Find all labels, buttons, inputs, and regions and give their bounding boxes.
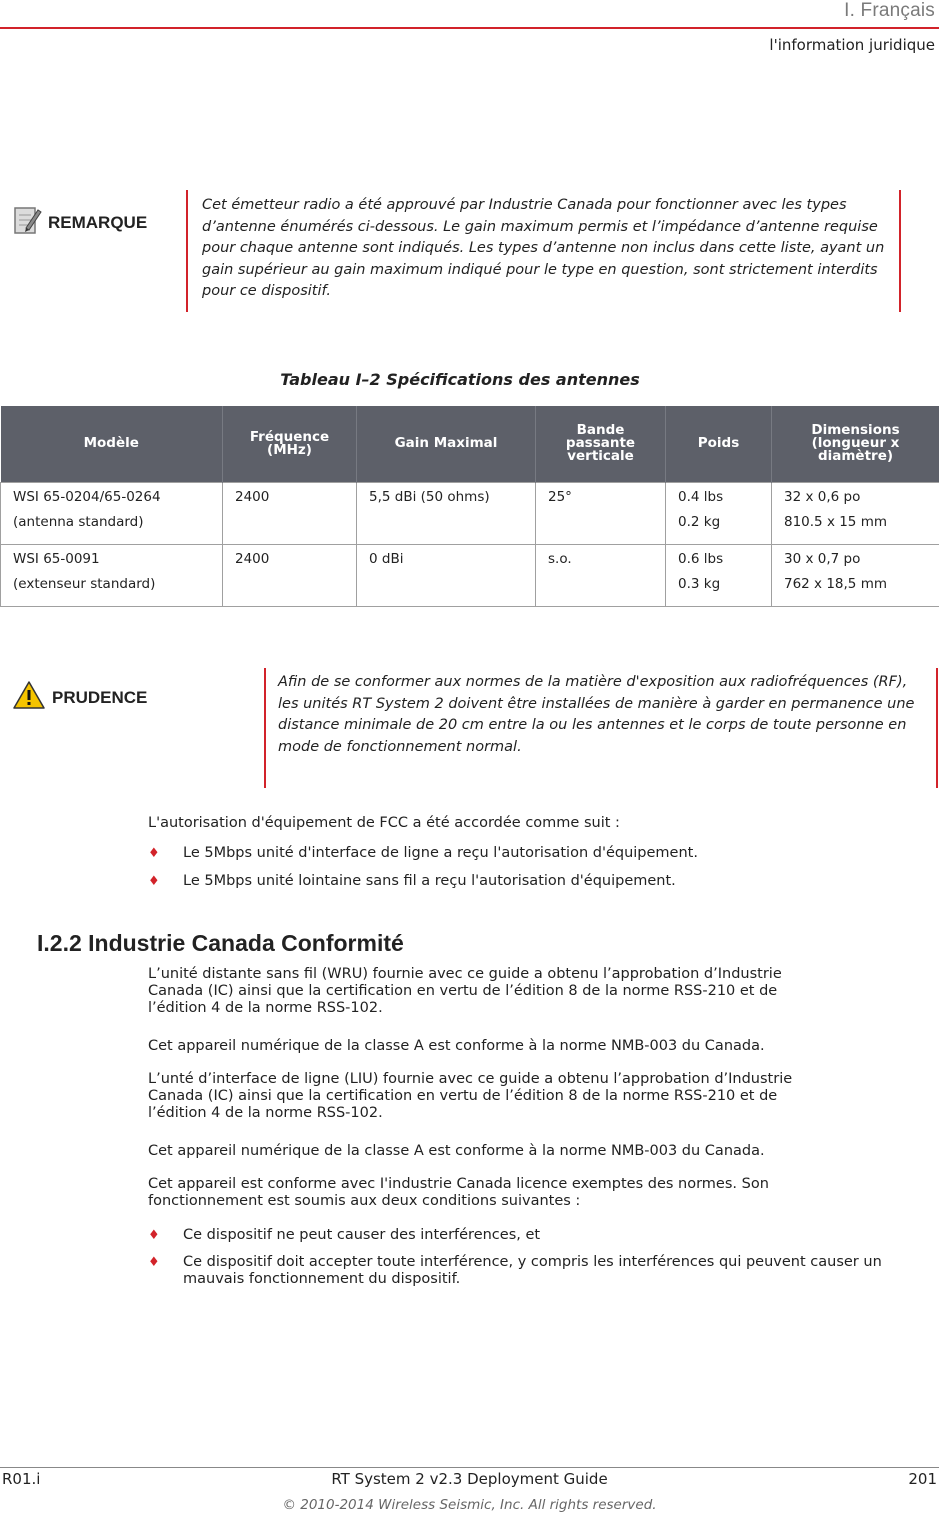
caution-label-text: PRUDENCE [52, 687, 148, 707]
col-header-model: Modèle [1, 406, 223, 482]
note-label-text: REMARQUE [48, 212, 148, 232]
col-header-weight: Poids [666, 406, 772, 482]
footer-copyright: © 2010-2014 Wireless Seismic, Inc. All rights reserved. [282, 1497, 657, 1513]
table-caption: Tableau I–2 Spécifications des antennes [280, 370, 640, 389]
cell-gain: 5,5 dBi (50 ohms) [357, 482, 536, 544]
caution-text: Afin de se conformer aux normes de la matière d'exposition aux radiofréquences (RF), les unités RT System 2 doivent être installées de manière à garder en permanence une distance minimale de 20 cm entre la ou les antennes et le corps de toute personne en mode de fonctionnement normal. [278, 674, 915, 755]
section-heading: I.2.2 Industrie Canada Conformité [37, 930, 404, 956]
antenna-spec-table [0, 406, 939, 607]
table-row [1, 544, 939, 606]
note-right-bar [899, 190, 901, 312]
fcc-intro: L'autorisation d'équipement de FCC a été accordée comme suit : [148, 815, 620, 831]
col-header-frequency: Fréquence (MHz) [223, 406, 357, 482]
caution-label [12, 680, 147, 715]
paragraph: L’unité distante sans fil (WRU) fournie avec ce guide a obtenu l’approbation d’Industrie Canada (IC) ainsi que la certification en vertu de l’édition 8 de la norme RSS-210 et de l’édition 4 de la norme RSS-102. [148, 966, 782, 1016]
note-label [12, 204, 147, 241]
paragraph: Cet appareil numérique de la classe A est conforme à la norme NMB-003 du Canada. [148, 1038, 765, 1054]
col-header-bandwidth: Bande passante verticale [536, 406, 666, 482]
footer-revision: R01.i [2, 1470, 41, 1488]
header-rule [0, 27, 939, 29]
paragraph: Cet appareil est conforme avec I'industrie Canada licence exemptes des normes. Son fonctionnement est soumis aux deux conditions suivantes : [148, 1176, 769, 1209]
note-callout [0, 190, 939, 312]
chapter-title: I. Français [844, 0, 935, 21]
cell-weight: 0.6 lbs 0.3 kg [666, 544, 772, 606]
chapter-subtitle: l'information juridique [769, 36, 935, 54]
cell-dimensions: 30 x 0,7 po 762 x 18,5 mm [772, 544, 939, 606]
note-pencil-icon [12, 204, 42, 241]
table-row [1, 482, 939, 544]
note-text: Cet émetteur radio a été approuvé par Industrie Canada pour fonctionner avec les types d’antenne énumérés ci-dessous. Le gain maximum permis et l’impédance d’antenne requise pour chaque antenne sont indiqués. Les types d’antenne non inclus dans cette liste, ayant un gain supérieur au gain maximum indiqué pour le type en question, sont strictement interdits pour ce dispositif. [202, 197, 885, 300]
col-header-dimensions: Dimensions (longueur x diamètre) [772, 406, 939, 482]
cell-weight: 0.4 lbs 0.2 kg [666, 482, 772, 544]
cell-gain: 0 dBi [357, 544, 536, 606]
warning-triangle-icon [12, 680, 46, 715]
bullet-diamond-icon: ♦ [148, 846, 160, 861]
caution-left-bar [264, 668, 266, 788]
table-header-row [1, 406, 939, 482]
footer-rule [0, 1467, 939, 1468]
footer-page-number: 201 [908, 1470, 937, 1488]
bullet-diamond-icon: ♦ [148, 1228, 160, 1243]
bullet-diamond-icon: ♦ [148, 874, 160, 889]
footer-doc-title: RT System 2 v2.3 Deployment Guide [331, 1470, 608, 1488]
cell-bandwidth: s.o. [536, 544, 666, 606]
note-left-bar [186, 190, 188, 312]
paragraph: Cet appareil numérique de la classe A est conforme à la norme NMB-003 du Canada. [148, 1143, 765, 1159]
col-header-gain: Gain Maximal [357, 406, 536, 482]
bullet-diamond-icon: ♦ [148, 1255, 160, 1270]
caution-right-bar [936, 668, 938, 788]
paragraph: L’unté d’interface de ligne (LIU) fournie avec ce guide a obtenu l’approbation d’Industrie Canada (IC) ainsi que la certification en vertu de l’édition 8 de la norme RSS-210 et de l’édition 4 de la norme RSS-102. [148, 1071, 793, 1121]
cell-frequency: 2400 [223, 544, 357, 606]
cell-model: WSI 65-0091 (extenseur standard) [1, 544, 223, 606]
cell-bandwidth: 25° [536, 482, 666, 544]
cell-model: WSI 65-0204/65-0264 (antenna standard) [1, 482, 223, 544]
caution-callout [0, 668, 939, 788]
cell-dimensions: 32 x 0,6 po 810.5 x 15 mm [772, 482, 939, 544]
cell-frequency: 2400 [223, 482, 357, 544]
